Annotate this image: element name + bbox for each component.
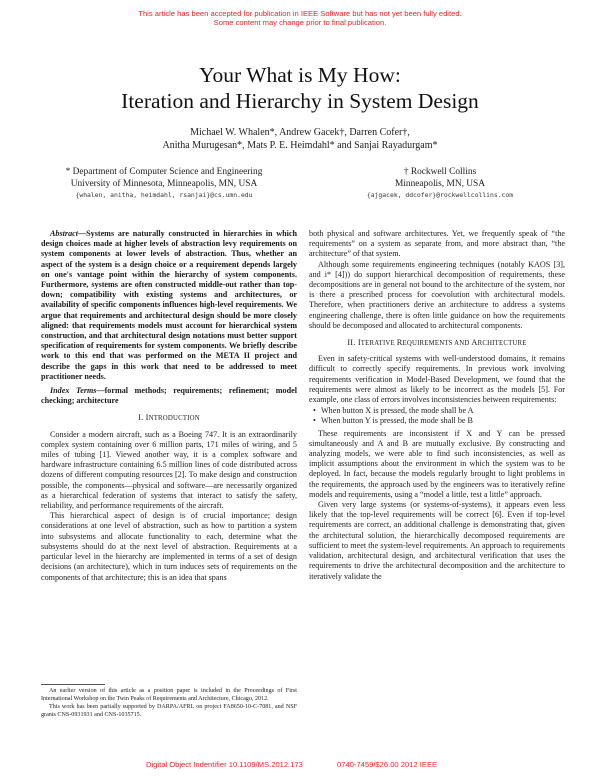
list-item (309, 406, 565, 416)
abstract-label: Abstract (50, 229, 78, 238)
affiliation-rockwell (322, 166, 558, 201)
affiliation-rockwell-location: Minneapolis, MN, USA (394, 179, 486, 189)
list-item-text: When button Y is pressed, the mode shall be B (321, 416, 473, 426)
paragraph: This hierarchical aspect of design is of crucial importance; design considerations at one level of abstraction, such as how to partition a system into subsystems and allocate functionality to each, determine what the subsystems should do at the next level of abstraction. Requirements at a particular level in the hierarchy are implemented in terms of a set of design decisions (an architecture), which in turn induces sets of requirements on the components of that architecture; this is an idea that spans (41, 511, 297, 582)
footnote-divider (41, 684, 105, 685)
section-number: I. (138, 413, 146, 423)
section-number: II. (347, 338, 358, 348)
affiliation-rockwell-name: † Rockwell Collins (403, 167, 477, 177)
section-initial: I (357, 338, 361, 348)
paragraph: These requirements are inconsistent if X and Y can be pressed simultaneously and A and B are mutually exclusive. By constructing and analyzing models, we were able to find such inconsistencies, as well as implicit assumptions about the environment in which the system was to be deployed. In fact, because the models regularly brought to light problems in the requirements, the approach used by the engineers was to iteratively refine models and requirements, using a “model a little, test a little” approach. (309, 428, 565, 499)
title-line-1: Your What is My How: (199, 63, 401, 87)
issn-footer: 0740-7459/$26.00 2012 IEEE (337, 760, 438, 769)
section-rest: RCHITECTURE (477, 340, 527, 348)
section-initial: A (471, 338, 478, 348)
list-item-text: When button X is pressed, the mode shall be A (321, 406, 474, 416)
affiliation-umn (40, 166, 288, 201)
footnotes (41, 688, 297, 720)
paragraph: Consider a modern aircraft, such as a Boeing 747. It is an extraordinarily complex system containing over 6 million parts, 171 miles of wiring, and 5 miles of tubing [1]. Viewed another way, it is a complex software and hardware infrastructure containing 6.5 million lines of code distributed across dozens of different computing resources [2]. To make design and construction possible, the components—physical and software—are necessarily organized as a hierarchical federation of systems that interact to satisfy the safety, reliability, and performance requirements of the aircraft. (41, 429, 297, 511)
list-item (309, 416, 565, 426)
doi-footer: Digital Object Indentifier 10.1109/MS.2012.173 (146, 760, 303, 769)
left-column (41, 229, 297, 583)
publication-notice (0, 9, 600, 27)
section-heading-iterative-requirements (309, 338, 565, 349)
authors-line-2: Anitha Murugesan*, Mats P. E. Heimdahl* and Sanjai Rayadurgam* (162, 140, 438, 151)
title-line-2: Iteration and Hierarchy in System Design (121, 89, 479, 113)
affiliation-umn-email: {whalen, anitha, heimdahl, rsanjai}@cs.umn.edu (75, 191, 253, 199)
index-terms-text: —formal methods; requirements; refinement; model checking; architecture (41, 386, 297, 406)
paper-title (0, 62, 600, 114)
section-initial: R (396, 338, 403, 348)
authors-line-1: Michael W. Whalen*, Andrew Gacek†, Darren Cofer†, (190, 127, 410, 138)
index-terms-label: Index Terms (50, 386, 97, 396)
section-rest: TERATIVE (360, 340, 397, 348)
footnote: This work has been partially supported by DARPA/AFRL on project FA8650-10-C-7081, and NSF grants CNS-0931931 and CNS-1035715. (41, 704, 297, 718)
abstract (41, 229, 297, 382)
affiliation-umn-dept: * Department of Computer Science and Engineering (65, 167, 263, 177)
section-rest: EQUIREMENTS AND (402, 340, 472, 348)
section-heading-introduction (41, 413, 297, 424)
paragraph: Given very large systems (or systems-of-systems), it appears even less likely that the top-level requirements will be correct [6]. Even if top-level requirements are correct, an additional challenge is demonstrating that, given the architectural solution, the hierarchically decomposed requirements are sufficient to meet the system-level requirements. An approach to requirements validation, architectural design, and architectural verification that uses the requirements to drive the architectural decomposition and the architecture to iteratively validate the (309, 500, 565, 581)
index-terms (41, 386, 297, 406)
affiliation-rockwell-email: {ajgacek, ddcofer}@rockwellcollins.com (366, 191, 514, 199)
section-initial: I (145, 413, 149, 423)
right-column (309, 229, 565, 582)
paragraph: both physical and software architectures. Yet, we frequently speak of “the requirements” on a system as separate from, and more abstract than, “the architecture” of that system. (309, 229, 565, 259)
author-list (0, 126, 600, 152)
affiliation-umn-location: University of Minnesota, Minneapolis, MN, USA (70, 179, 258, 189)
requirements-bullet-list (309, 406, 565, 426)
paragraph: Although some requirements engineering techniques (notably KAOS [3], and i* [4])) do support hierarchical decomposition of requirements, these decompositions are in general not bound to the architecture of the system, nor is there a prescribed process for coevolution with architectural models. Therefore, when practitioners derive an architecture to address a systems engineering challenge, there is often little guidance on how the requirements should be decomposed and allocated to architectural components. (309, 259, 565, 330)
section-rest: NTRODUCTION (148, 415, 200, 423)
notice-line-2: Some content may change prior to final publication. (213, 18, 387, 27)
footnote: An earlier version of this article as a position paper is included in the Proceedings of First International Workshop on the Twin Peaks of Requirements and Architecture, Chicago, 2012. (41, 688, 297, 702)
abstract-text: —Systems are naturally constructed in hierarchies in which design choices made at higher levels of abstraction levy requirements on system components at lower levels of abstraction. Thus, whether an aspect of the system is a design choice or a requirement depends largely on one's vantage point within the hierarchy of system components. Furthermore, systems are often constructed middle-out rather than top-down; compatibility with existing systems and architectures, or availability of specific components influences high-level requirements. We argue that requirements and architectural design should be more closely aligned: that requirements models must account for hierarchical system construction, and that architectural design notations must better support specification of requirements for system components. We briefly describe work to this end that was performed on the META II project and describe the gaps in this work that need to be addressed to meet practitioner needs. (41, 229, 297, 381)
notice-line-1: This article has been accepted for publication in IEEE Software but has not yet been fully edited. (138, 9, 462, 18)
bullet-icon: • (313, 416, 316, 426)
bullet-icon: • (313, 406, 316, 416)
paragraph: Even in safety-critical systems with well-understood domains, it remains difficult to correctly specify requirements. In previous work involving requirements verification in Model-Based Development, we found that the requirements were almost as likely to be incorrect as the models [5]. For example, one class of errors involves inconsistencies between requirements: (309, 354, 565, 405)
